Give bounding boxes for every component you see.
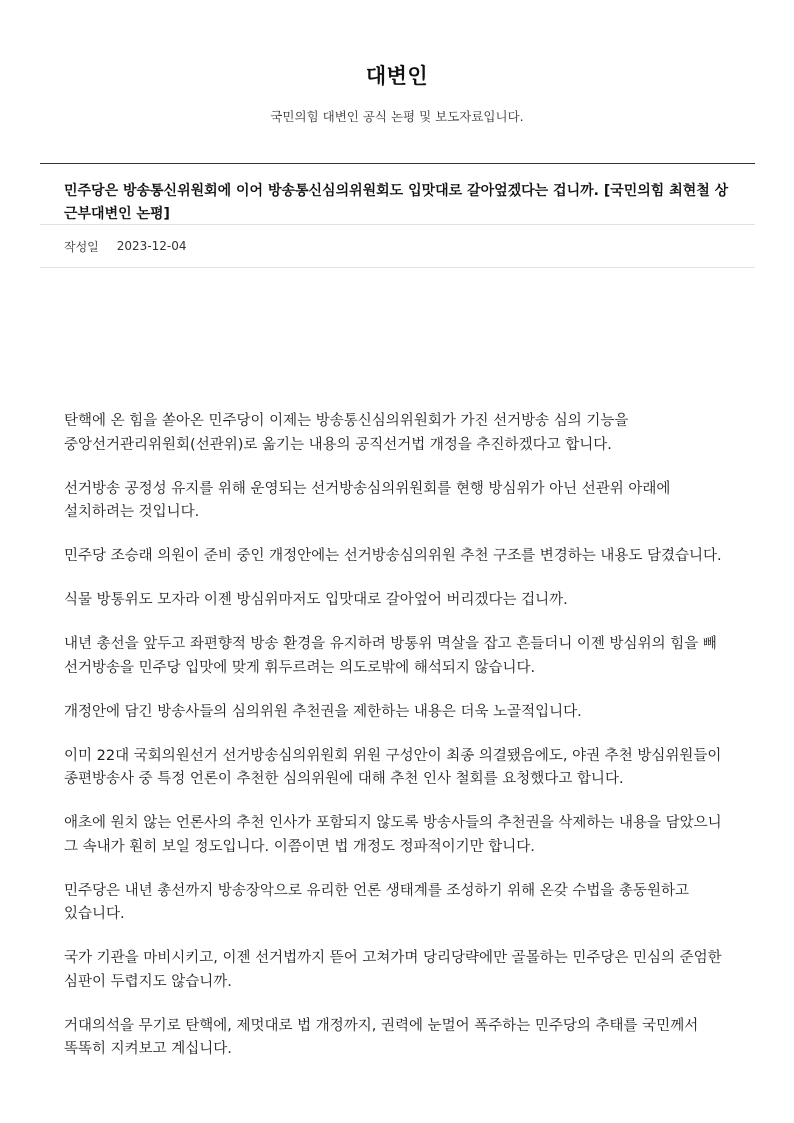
- article-header: [40, 163, 755, 268]
- page-title: 대변인: [365, 64, 429, 88]
- article-paragraph: 탄핵에 온 힘을 쏟아온 민주당이 이제는 방송통신심의위원회가 가진 선거방송 심의 기능을 중앙선거관리위원회(선관위)로 옮기는 내용의 공직선거법 개정을 추진하겠다고 합니다.: [64, 413, 629, 453]
- article-title: 민주당은 방송통신위원회에 이어 방송통신심의위원회도 입맛대로 갈아엎겠다는 겁니까. [국민의힘 최현철 상근부대변인 논평]: [64, 183, 729, 222]
- date-label: 작성일: [64, 239, 99, 254]
- article-paragraph: 거대의석을 무기로 탄핵에, 제멋대로 법 개정까지, 권력에 눈멀어 폭주하는 민주당의 추태를 국민께서 똑똑히 지켜보고 계십니다.: [64, 1017, 699, 1057]
- page-subtitle: 국민의힘 대변인 공식 논평 및 보도자료입니다.: [270, 109, 524, 124]
- article-paragraph: 애초에 원치 않는 언론사의 추천 인사가 포함되지 않도록 방송사들의 추천권을 삭제하는 내용을 담았으니 그 속내가 훤히 보일 정도입니다. 이쯤이면 법 개정도 정파적이기만 합니다.: [64, 815, 722, 855]
- article-body: [64, 410, 734, 1082]
- article-paragraph: 국가 기관을 마비시키고, 이젠 선거법까지 뜯어 고쳐가며 당리당략에만 골몰하는 민주당은 민심의 준엄한 심판이 두렵지도 않습니까.: [64, 950, 722, 990]
- page-header: [0, 0, 794, 126]
- article-paragraph: 선거방송 공정성 유지를 위해 운영되는 선거방송심의위원회를 현행 방심위가 아닌 선관위 아래에 설치하려는 것입니다.: [64, 480, 671, 520]
- article-paragraph: 개정안에 담긴 방송사들의 심의위원 추천권을 제한하는 내용은 더욱 노골적입니다.: [64, 703, 582, 720]
- article-paragraph: 민주당은 내년 총선까지 방송장악으로 유리한 언론 생태계를 조성하기 위해 온갖 수법을 총동원하고 있습니다.: [64, 882, 689, 922]
- meta-divider: [40, 267, 755, 268]
- date-value: 2023-12-04: [116, 239, 187, 253]
- article-paragraph: 내년 총선을 앞두고 좌편향적 방송 환경을 유지하려 방통위 멱살을 잡고 흔들더니 이젠 방심위의 힘을 빼 선거방송을 민주당 입맛에 맞게 휘두르려는 의도로밖에 해석되지 않습니다.: [64, 636, 717, 676]
- article-paragraph: 민주당 조승래 의원이 준비 중인 개정안에는 선거방송심의위원 추천 구조를 변경하는 내용도 담겼습니다.: [64, 548, 722, 564]
- article-meta: [40, 225, 755, 267]
- article-paragraph: 이미 22대 국회의원선거 선거방송심의위원회 위원 구성안이 최종 의결됐음에도, 야권 추천 방심위원들이 종편방송사 중 특정 언론이 추천한 심의위원에 대해 추천 인사 철회를 요청했다고 합니다.: [64, 747, 722, 787]
- article-paragraph: 식물 방통위도 모자라 이젠 방심위마저도 입맛대로 갈아엎어 버리겠다는 겁니까.: [64, 592, 568, 608]
